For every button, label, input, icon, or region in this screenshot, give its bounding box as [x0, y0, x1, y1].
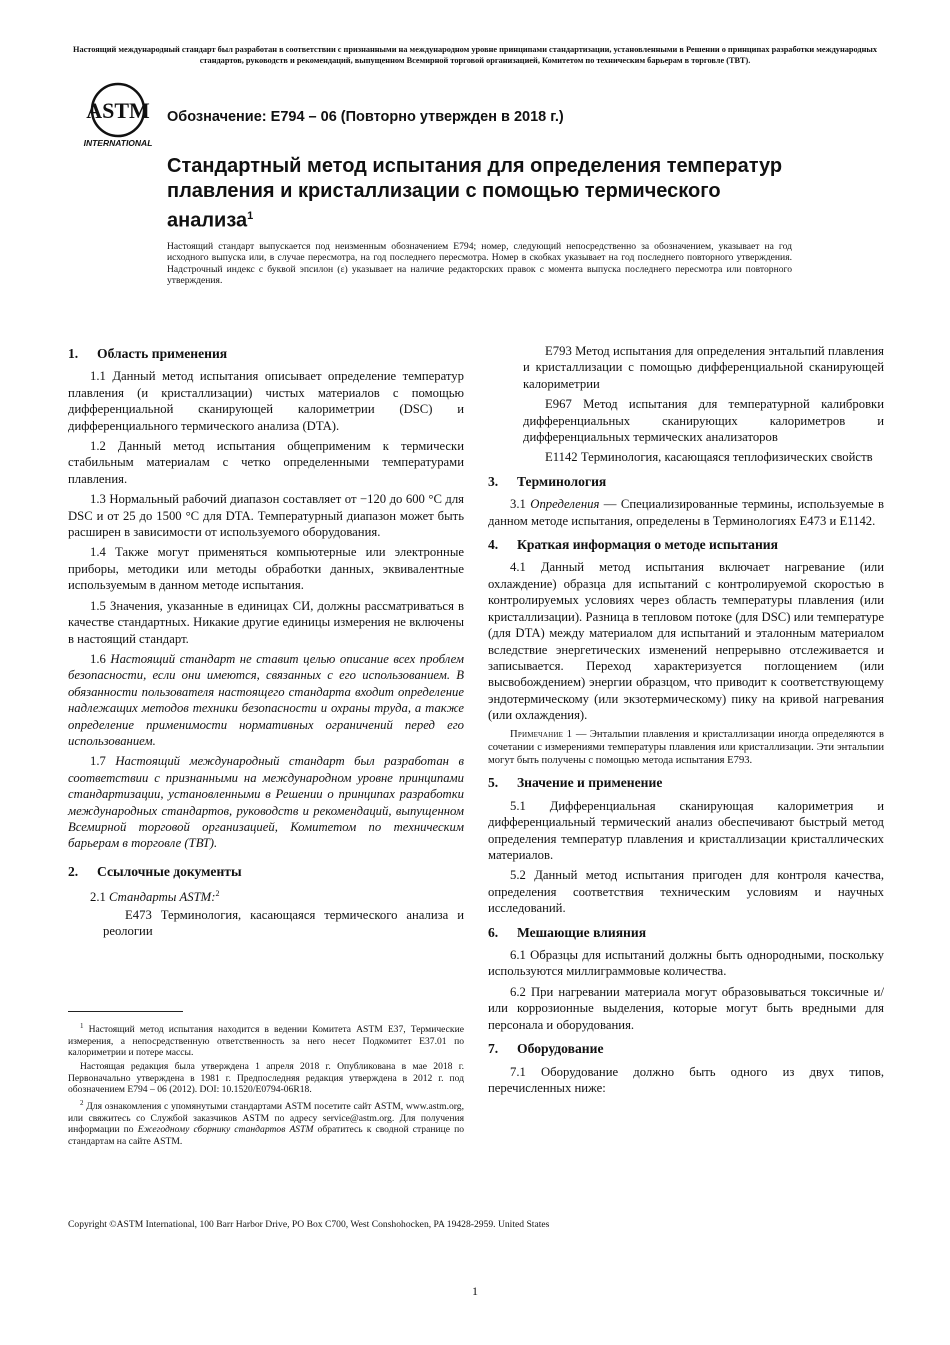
- footnote-mark: 2: [80, 1098, 84, 1107]
- reference-code: E793: [545, 344, 572, 358]
- paragraph-text: Настоящий стандарт не ставит целью описание всех проблем безопасности, если они имеются, связанных с его использованием. В обязанности пользователя настоящего стандарта входит определение надлежащих методов техники безопасности и охраны труда, а также определение применимости нормативных ограничений перед его использованием.: [68, 651, 464, 748]
- section-title: Оборудование: [517, 1041, 604, 1057]
- reference-e473: [90, 907, 464, 940]
- logo-label: INTERNATIONAL: [83, 138, 153, 148]
- paragraph-number: 3.1: [510, 497, 526, 512]
- section-title: Краткая информация о методе испытания: [517, 537, 778, 553]
- reference-code: E1142: [545, 450, 578, 465]
- paragraph-1-7: [68, 753, 464, 851]
- footnote-mark: 1: [80, 1022, 84, 1030]
- reference-e967: [510, 396, 884, 445]
- footnote-mark: 2: [215, 889, 220, 899]
- section-number: 2.: [68, 863, 79, 879]
- reference-code: E473: [125, 907, 152, 922]
- section-title: Область применения: [97, 346, 228, 361]
- section-1-heading: [68, 346, 464, 362]
- paragraph-5-1: 5.1 Дифференциальная сканирующая калориметрия и дифференциальный термический анализ обеспечивают быстрый метод определения температур плавления и кристаллизации кристаллических материалов.: [488, 798, 884, 863]
- section-number: 5.: [488, 775, 499, 791]
- paragraph-1-5: 1.5 Значения, указанные в единицах СИ, должны рассматриваться в качестве стандартных. Никакие другие единицы измерения не включены в настоящий стандарт.: [68, 598, 464, 646]
- paragraph-label: Стандарты ASTM:: [109, 890, 216, 905]
- paragraph-label: Определения: [530, 497, 600, 512]
- section-7-heading: [488, 1041, 884, 1057]
- section-4-heading: [488, 537, 884, 553]
- designation: Обозначение: E794 – 06 (Повторно утвержден в 2018 г.): [167, 109, 564, 125]
- left-column: [68, 338, 464, 944]
- section-2-heading: [68, 864, 464, 880]
- title-text: Стандартный метод испытания для определения температур плавления и кристаллизации с помощью термического анализа: [167, 155, 783, 232]
- paragraph-text: Настоящий международный стандарт был разработан в соответствии с признанными на международном уровне принципами стандартизации, установленными в Решении о принципах разработки международных стандартов, руководств и рекомендаций, выпущенном Всемирной торговой организацией, Комитетом по техническим барьерам в торговле (ТВТ).: [68, 754, 464, 851]
- section-number: 7.: [488, 1041, 499, 1057]
- section-title: Ссылочные документы: [97, 863, 242, 879]
- paragraph-4-1: 4.1 Данный метод испытания включает нагревание (или охлаждение) образца для испытаний с контролируемой скоростью в контролируемых условиях через область температуры плавления (или кристаллизации). Разница в тепловом потоке (для DSC) или температуре (для DTA) между материалом для испытаний и эталонным материалом вследствие энергетических изменений непрерывно отслеживается и записывается. Переход характеризуется поглощением (или высвобождением) энергии образцом, что приводит к соответствующему эндотермическому (или экзотермическому) пику на кривой нагревания (или охлаждения).: [488, 560, 884, 723]
- astm-logo: [78, 82, 158, 150]
- paragraph-1-6: [68, 651, 464, 749]
- reference-title: Терминология, касающаяся теплофизических свойств: [580, 450, 873, 465]
- title-footnote-mark: 1: [247, 210, 254, 222]
- reference-title: Метод испытания для определения энтальпий плавления и кристаллизации с помощью дифференциальной сканирующей калориметрии: [523, 344, 885, 391]
- issue-note: Настоящий стандарт выпускается под неизменным обозначением E794; номер, следующий непосредственно за обозначением, указывает на год исходного выпуска или, в случае пересмотра, на год последнего пересмотра. Номер в скобках указывает на год последнего повторного утверждения. Надстрочный индекс с буквой эпсилон (ε) указывает на наличие редакторских правок с момента выпуска последнего пересмотра или повторного утверждения.: [167, 241, 792, 287]
- paragraph-3-1: [488, 496, 884, 529]
- paragraph-number: 1.6: [90, 651, 106, 666]
- section-number: 3.: [488, 473, 499, 489]
- section-6-heading: [488, 925, 884, 941]
- paragraph-1-3: 1.3 Нормальный рабочий диапазон составляет от −120 до 600 °C для DSC и от 25 до 1500 °C для DTA. Температурный диапазон может быть расширен в зависимости от используемого оборудования.: [68, 492, 464, 540]
- right-column: [488, 343, 884, 1100]
- footnote-text: Настоящий метод испытания находится в ведении Комитета ASTM E37, Термические измерения, а непосредственную ответственность за него несет Подкомитет E37.01 по калориметрии и потере массы.: [68, 1024, 464, 1059]
- paragraph-1-4: 1.4 Также могут применяться компьютерные или электронные приборы, методики или методы обработки данных, эквивалентные используемым в данном методе испытания.: [68, 545, 464, 593]
- note-1: [488, 728, 884, 768]
- note-label: Примечание 1: [510, 728, 573, 740]
- footnote-text: Для ознакомления с упомянутыми стандартами ASTM посетите сайт ASTM, www.astm.org, или свяжитесь со Службой заказчиков ASTM по адресу service@astm.org. Для получения информации по: [68, 1100, 464, 1136]
- copyright-footer: Copyright ©ASTM International, 100 Barr Harbor Drive, PO Box C700, West Conshohocken, PA 19428-2959. United States: [68, 1219, 550, 1230]
- paragraph-number: 1.7: [90, 754, 106, 769]
- document-title: [167, 154, 807, 234]
- copyright-banner: Настоящий международный стандарт был разработан в соответствии с признанными на международном уровне принципами стандартизации, установленными в Решении о принципах разработки международных стандартов, руководств и рекомендаций, выпущенном Всемирной торговой организацией, Комитетом по техническим барьерам в торговле (ТВТ).: [73, 45, 877, 65]
- footnote-italic-text: Ежегодному сборнику стандартов ASTM: [137, 1124, 314, 1136]
- section-title: Значение и применение: [517, 775, 663, 791]
- paragraph-6-1: 6.1 Образцы для испытаний должны быть однородными, поскольку используются миллиграммовые количества.: [488, 948, 884, 979]
- reference-title: Терминология, касающаяся термического анализа и реологии: [103, 907, 465, 939]
- section-number: 6.: [488, 924, 499, 940]
- footnote-text-end: обратитесь к сводной странице по стандартам на сайте ASTM.: [68, 1124, 464, 1147]
- page-number: 1: [472, 1284, 478, 1298]
- section-number: 1.: [68, 346, 79, 361]
- footnote-separator: [68, 1011, 183, 1012]
- reference-e1142: [510, 449, 884, 465]
- paragraph-2-1: [68, 886, 464, 906]
- footnote-1: [68, 1021, 464, 1059]
- paragraph-5-2: 5.2 Данный метод испытания пригоден для контроля качества, определения соответствия техническим условиям и научных исследований.: [488, 868, 884, 916]
- paragraph-1-1: 1.1 Данный метод испытания описывает определение температур плавления (и кристаллизации) чистых материалов с помощью дифференциальной сканирующей калориметрии (DSC) и дифференциального термического анализа (DTA).: [68, 369, 464, 433]
- logo-letters: ASTM: [86, 98, 150, 123]
- footnotes: [68, 1021, 464, 1149]
- section-number: 4.: [488, 537, 499, 553]
- section-5-heading: [488, 775, 884, 791]
- section-title: Мешающие влияния: [517, 924, 647, 940]
- section-title: Терминология: [517, 473, 607, 489]
- paragraph-7-1: 7.1 Оборудование должно быть одного из двух типов, перечисленных ниже:: [488, 1064, 884, 1095]
- footnote-2: [68, 1098, 464, 1148]
- reference-e793: [510, 343, 884, 392]
- paragraph-text: — Специализированные термины, используемые в данном методе испытания, определены в Терминологиях E473 и E1142.: [488, 497, 885, 528]
- footnote-1-continued: Настоящая редакция была утверждена 1 апреля 2018 г. Опубликована в мае 2018 г. Первоначально утверждена в 1981 г. Предпоследняя редакция утверждена в 2012 г. под обозначением E794 – 06 (2012). DOI: 10.1520/E0794-06R18.: [68, 1060, 464, 1096]
- paragraph-number: 2.1: [90, 890, 106, 905]
- section-3-heading: [488, 474, 884, 490]
- paragraph-6-2: 6.2 При нагревании материала могут образовываться токсичные и/или коррозионные выделения, которые могут быть вредными для персонала и оборудования.: [488, 984, 884, 1032]
- note-text: — Энтальпии плавления и кристаллизации иногда определяются в сочетании с измерениями температуры плавления или кристаллизации. Эти энтальпии могут быть получены с помощью метода испытания E793.: [488, 728, 884, 767]
- reference-title: Метод испытания для температурной калибровки дифференциальных сканирующих калориметров и дифференциальных термических анализаторов: [523, 397, 885, 445]
- paragraph-1-2: 1.2 Данный метод испытания общеприменим к термически стабильным материалам с четко определенными температурами плавления.: [68, 439, 464, 486]
- reference-code: E967: [545, 397, 572, 412]
